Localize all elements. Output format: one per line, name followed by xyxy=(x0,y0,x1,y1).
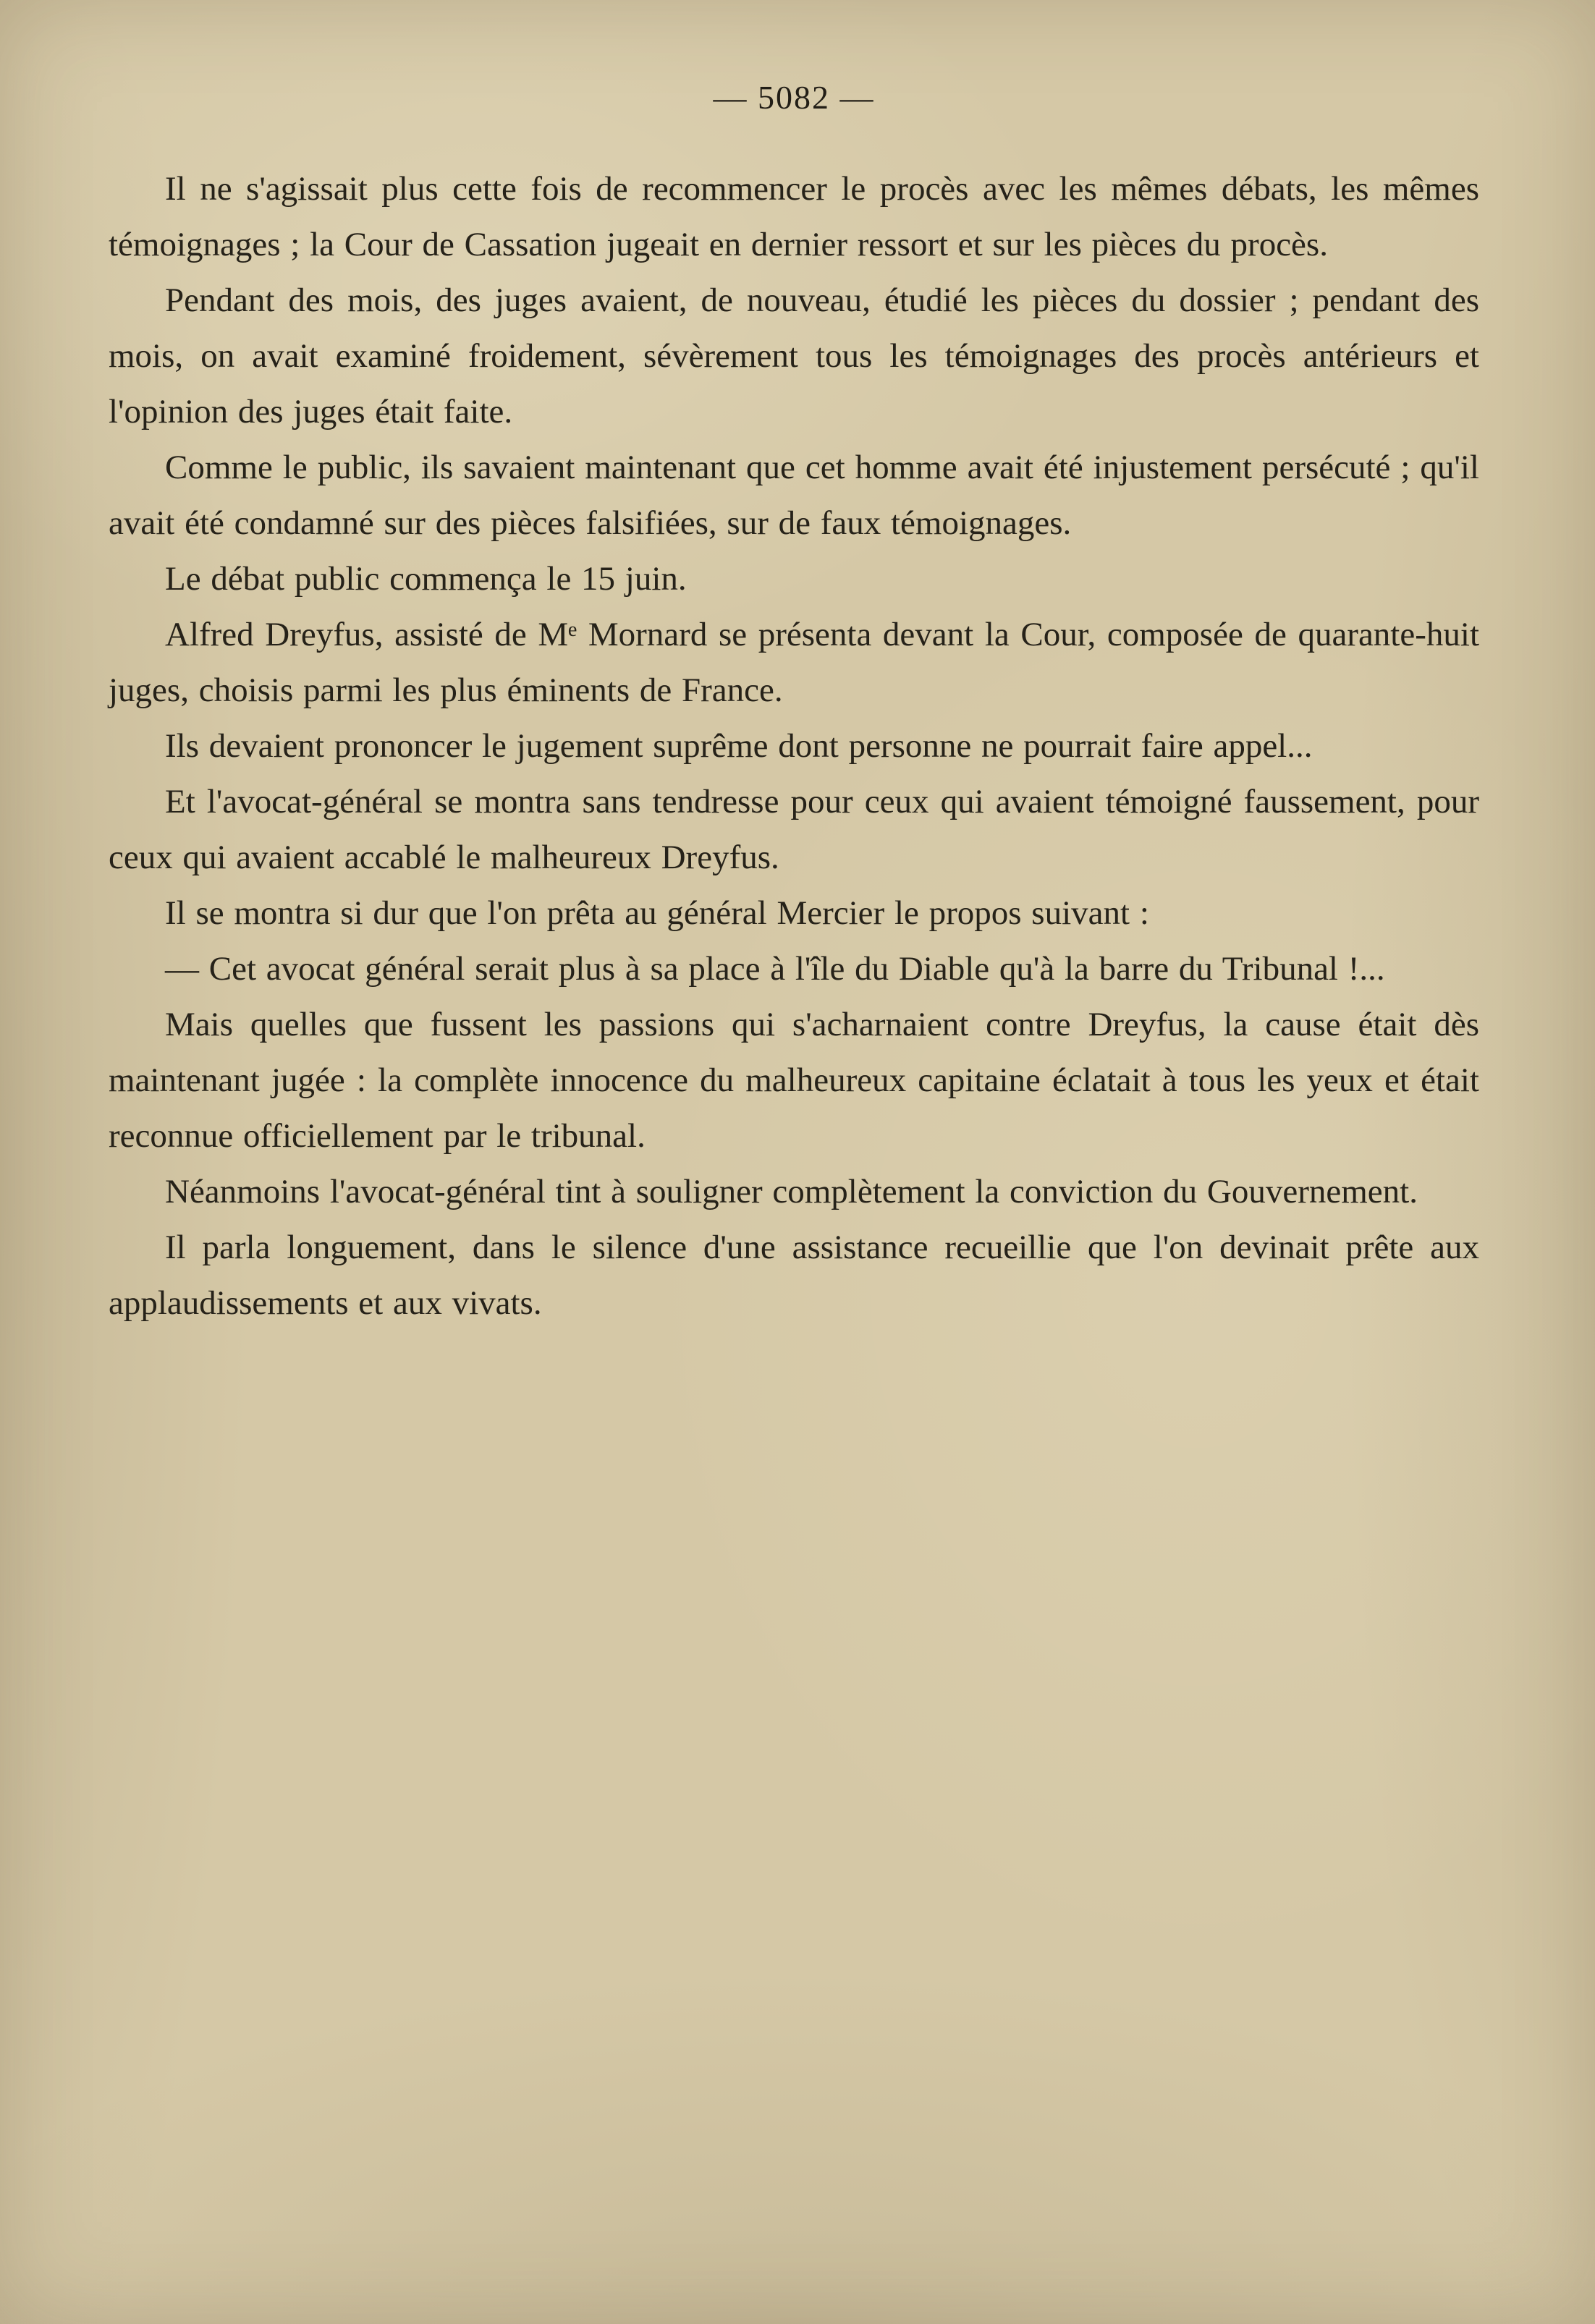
paragraph: Comme le public, ils savaient maintenant que cet homme avait été injustement persécuté ; qu'il avait été condamné sur des pièces falsifiées, sur de faux témoignages. xyxy=(109,449,1479,542)
paragraph: Mais quelles que fussent les passions qui s'acharnaient contre Dreyfus, la cause était dès maintenant jugée : la complète innocence du malheureux capitaine éclatait à tous les yeux et était reconnue officiellement par le tribunal. xyxy=(109,1006,1479,1155)
body-text xyxy=(109,161,1479,1331)
paragraph: Et l'avocat-général se montra sans tendresse pour ceux qui avaient témoigné faussement, pour ceux qui avaient accablé le malheureux Dreyfus. xyxy=(109,783,1479,876)
paragraph: Il ne s'agissait plus cette fois de recommencer le procès avec les mêmes débats, les mêmes témoignages ; la Cour de Cassation jugeait en dernier ressort et sur les pièces du procès. xyxy=(109,170,1479,263)
paragraph: Alfred Dreyfus, assisté de Mᵉ Mornard se présenta devant la Cour, composée de quarante-huit juges, choisis parmi les plus éminents de France. xyxy=(109,616,1479,709)
paragraph: Ils devaient prononcer le jugement suprême dont personne ne pourrait faire appel... xyxy=(165,727,1313,765)
paragraph: — Cet avocat général serait plus à sa place à l'île du Diable qu'à la barre du Tribunal !... xyxy=(165,950,1385,988)
paragraph: Néanmoins l'avocat-général tint à souligner complètement la conviction du Gouvernement. xyxy=(165,1173,1418,1210)
paragraph: Il se montra si dur que l'on prêta au général Mercier le propos suivant : xyxy=(165,894,1149,932)
paragraph: Il parla longuement, dans le silence d'une assistance recueillie que l'on devinait prête aux applaudissements et aux vivats. xyxy=(109,1229,1479,1322)
paragraph: Pendant des mois, des juges avaient, de nouveau, étudié les pièces du dossier ; pendant des mois, on avait examiné froidement, sévèrement tous les témoignages des procès antérieurs et l'opinion des juges était faite. xyxy=(109,281,1479,431)
paragraph: Le débat public commença le 15 juin. xyxy=(165,560,687,598)
page-number: — 5082 — xyxy=(713,79,875,116)
